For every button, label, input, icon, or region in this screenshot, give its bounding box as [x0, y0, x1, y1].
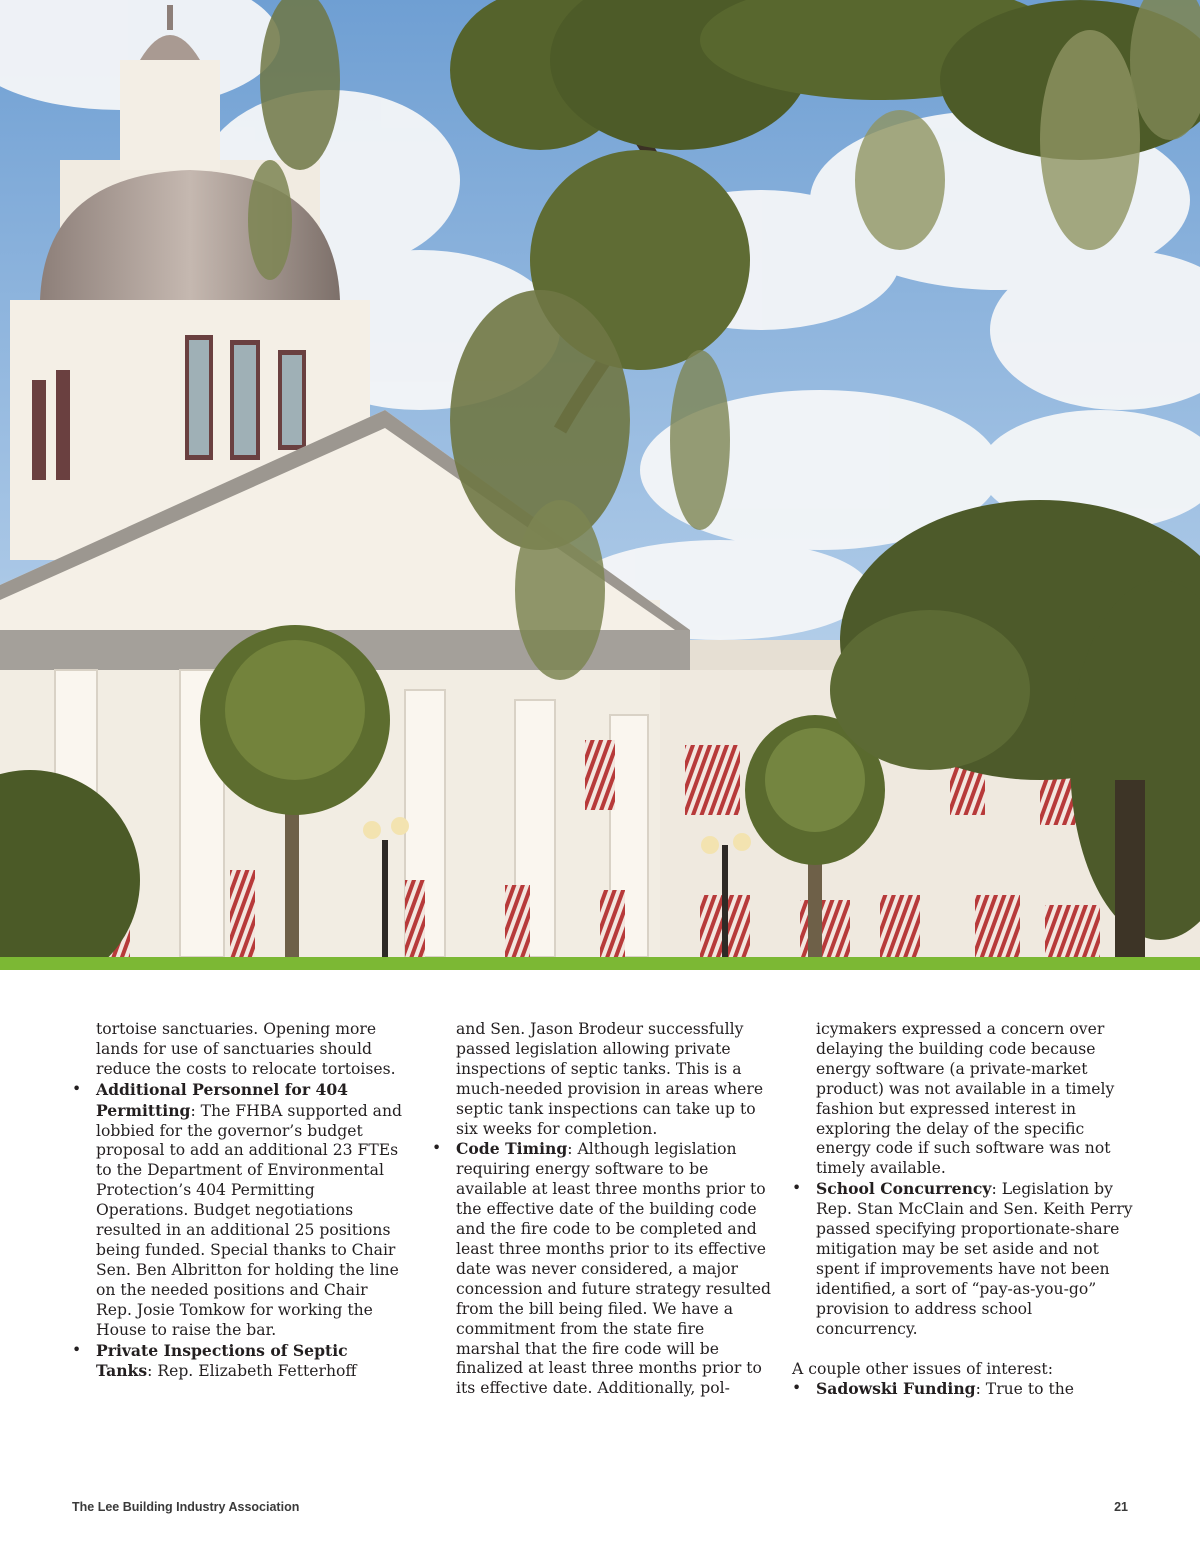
bullet-icon: • [432, 1139, 442, 1158]
accent-rule [0, 957, 1200, 970]
bullet-text: : Although legislation requiring energy software to be available at least three months prior to the effective date of the building code and the fire code to be completed and least three months prior to its effective date was never considered, a major concession and future strategy resulted from the bill being filed. We have a commitment from the state fire marshal that the fire code will be finalized at least three months prior to its effective date. Additionally, pol- [456, 1140, 772, 1398]
bullet-school-concurrency [792, 1179, 1137, 1339]
bullet-title: Sadowski Funding [816, 1379, 976, 1399]
page-number: 21 [1114, 1500, 1128, 1514]
text-column-2 [432, 1020, 772, 1399]
bullet-additional-personnel [72, 1080, 402, 1341]
footer-publication-name: The Lee Building Industry Association [72, 1500, 300, 1514]
bullet-icon: • [792, 1179, 802, 1198]
bullet-code-timing [432, 1139, 772, 1399]
bullet-icon: • [72, 1079, 82, 1098]
column-1-lead: tortoise sanctuaries. Opening more lands for use of sanctuaries should reduce the costs to relocate tortoises. [96, 1020, 396, 1078]
text-column-3 [792, 1020, 1137, 1400]
bullet-icon: • [792, 1379, 802, 1398]
bullet-text: : True to the [975, 1380, 1075, 1399]
bullet-title: School Concurrency [816, 1179, 992, 1199]
bullet-title: Additional Personnel for 404 Permitting [96, 1079, 349, 1120]
column-2-lead: and Sen. Jason Brodeur successfully passed legislation allowing private inspections of septic tanks. This is a much-needed provision in areas where septic tank inspections can take up to six weeks for completion. [456, 1020, 764, 1138]
paragraph-gap [792, 1340, 1137, 1360]
column-3-lead: icymakers expressed a concern over delaying the building code because energy software (a private-market product) was not available in a timely fashion but expressed interest in exploring the delay of the specific energy code if such software was not timely available. [816, 1020, 1115, 1178]
bullet-text: : The FHBA supported and lobbied for the governor’s budget proposal to add an additional 23 FTEs to the Department of Environmental Protection’s 404 Permitting Operations. Budget negotiations resulted in an additional 25 positions being funded. Special thanks to Chair Sen. Ben Albritton for holding the line on the needed positions and Chair Rep. Josie Tomkow for working the House to raise the bar. [96, 1101, 402, 1339]
text-column-1 [72, 1020, 402, 1382]
bullet-icon: • [72, 1340, 82, 1359]
bullet-title: Private Inspections of Septic Tanks [96, 1340, 348, 1381]
bullet-private-inspections [72, 1341, 402, 1383]
other-issues-intro: A couple other issues of interest: [792, 1359, 1053, 1378]
bullet-text: : Legislation by Rep. Stan McClain and Sen. Keith Perry passed specifying proportionate-share mitigation may be set aside and not spent if improvements have not been identified, a sort of “pay-as-you-go” provision to address school concurrency. [816, 1180, 1133, 1338]
bullet-text: : Rep. Elizabeth Fetterhoff [147, 1362, 357, 1381]
bullet-sadowski-funding [792, 1379, 1137, 1400]
bullet-title: Code Timing [456, 1139, 568, 1159]
